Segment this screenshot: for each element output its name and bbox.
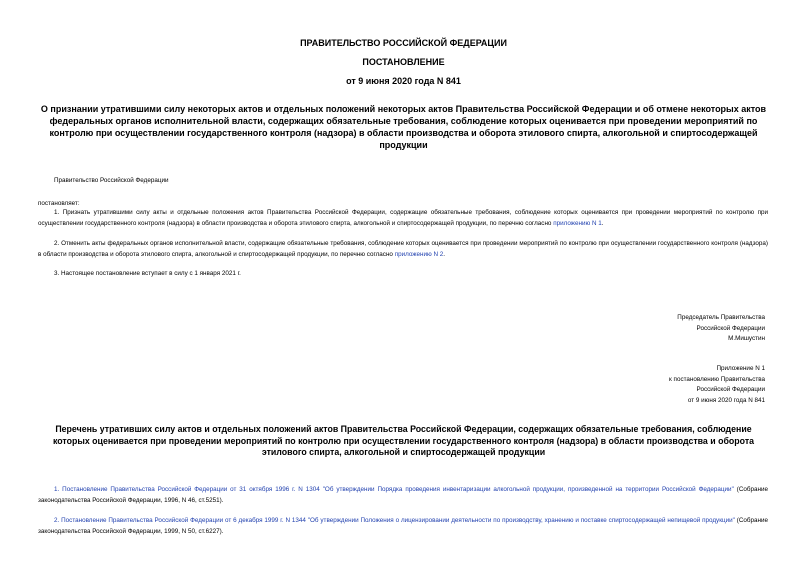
appendix-ref-3: от 9 июня 2020 года N 841 [687,396,765,404]
resolves-line: постановляет: [38,200,80,207]
appendix-header [669,364,765,406]
government-heading: ПРАВИТЕЛЬСТВО РОССИЙСКОЙ ФЕДЕРАЦИИ [300,38,507,48]
paragraph-1-end: . [601,219,604,227]
appendix-1-link[interactable]: приложению N 1 [553,219,602,227]
appendix-title: Перечень утративших силу актов и отдельных положений актов Правительства Российской Федерации, содержащих обязательные требования, соблюдение которых оценивается при проведении мероприятий по контролю при осуществлении государственного контроля (надзора) в области производства и оборота этилового спирта, алкогольной и спиртосодержащей продукции [52,424,755,457]
signature-block [677,313,765,345]
appendix-ref-2: Российской Федерации [696,386,765,393]
entry-1-link[interactable]: Постановление Правительства Российской Федерации от 31 октября 1996 г. N 1304 "Об утверждении Порядка проведения инвентаризации алкогольной продукции, произведенной на территории Российской Федерации" [62,486,734,493]
issuer-line: Правительство Российской Федерации [54,177,169,184]
document-type: ПОСТАНОВЛЕНИЕ [362,57,445,67]
paragraph-3: 3. Настоящее постановление вступает в силу с 1 января 2021 г. [54,270,241,277]
appendix-entry-2 [38,516,768,537]
appendix-number: Приложение N 1 [716,365,765,372]
signature-name: М.Мишустин [728,335,765,342]
appendix-2-link[interactable]: приложению N 2 [394,250,444,258]
entry-2-number: 2. [54,517,62,524]
appendix-ref-1: к постановлению Правительства [669,375,765,383]
paragraph-2-text: 2. Отменить акты федеральных органов исполнительной власти, содержащие обязательные требования, соблюдение которых оценивается при проведении мероприятий по контролю при осуществлении государственного контроля (надзора) в области производства и оборота этилового спирта, алкогольной и спиртосодержащей продукции, по перечню согласно [38,240,768,258]
document-date: от 9 июня 2020 года N 841 [346,76,461,86]
paragraph-2-end: . [443,250,446,258]
paragraph-1 [38,208,768,229]
entry-2-source: (Собрание законодательства Российской Федерации, 1999, N 50, ст.6227). [38,517,768,535]
entry-1-number: 1. [54,486,63,493]
paragraph-1-text: 1. Признать утратившими силу акты и отдельные положения актов Правительства Российской Федерации, содержащие обязательные требования, соблюдение которых оценивается при проведении мероприятий по контролю при осуществлении государственного контроля (надзора) в области производства и оборота этилового спирта, алкогольной и спиртосодержащей продукции, по перечню согласно [38,209,768,227]
signature-position: Председатель Правительства [677,314,765,321]
entry-1-source: (Собрание законодательства Российской Федерации, 1996, N 46, ст.5251). [38,486,768,504]
appendix-entry-1 [38,485,768,506]
signature-org: Российской Федерации [696,324,765,332]
entry-2-link[interactable]: Постановление Правительства Российской Федерации от 6 декабря 1999 г. N 1344 "Об утверждении Положения о лицензировании деятельности по производству, хранению и поставке спиртосодержащей непищевой продукции" [61,517,735,524]
document-title: О признании утратившими силу некоторых актов и отдельных положений некоторых актов Правительства Российской Федерации и об отмене некоторых актов федеральных органов исполнительной власти, содержащих обязательные требования, соблюдение которых оценивается при проведении мероприятий по контролю при осуществлении государственного контроля (надзора) в области производства и оборота этилового спирта, алкогольной и спиртосодержащей продукции [40,104,767,150]
paragraph-2 [38,239,768,260]
